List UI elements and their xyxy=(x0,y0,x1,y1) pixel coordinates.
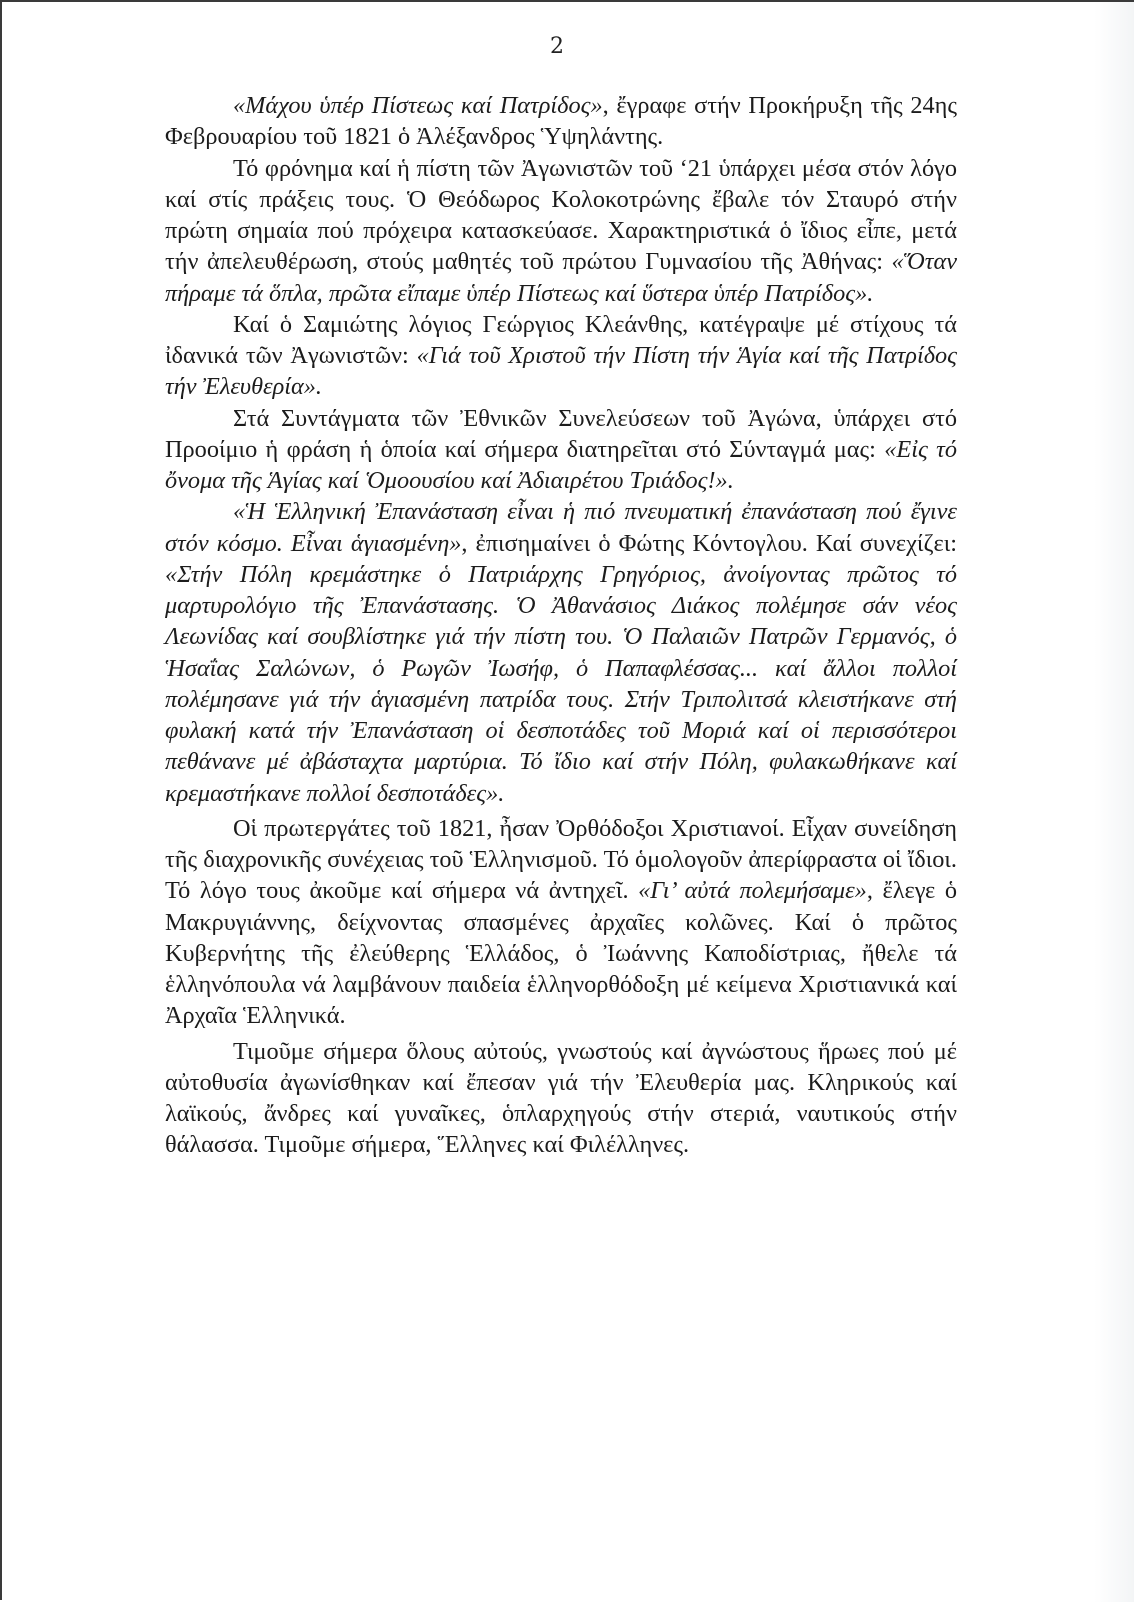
text-segment: Οἱ πρωτεργάτες τοῦ 1821, ἦσαν Ὀρθόδοξοι Χριστιανοί. Εἶχαν συνείδηση τῆς διαχρονικῆς συνέχειας τοῦ Ἑλληνισμοῦ. Τό ὁμολογοῦν ἀπερίφραστα οἱ ἴδιοι. Τό λόγο τους ἀκοῦμε καί σήμερα νά ἀντηχεῖ. xyxy=(165,814,957,905)
page-number: 2 xyxy=(550,34,564,59)
paragraph-kleanthis xyxy=(165,309,957,403)
quote-segment: «Στήν Πόλη κρεμάστηκε ὁ Πατριάρχης Γρηγόριος, ἀνοίγοντας πρῶτος τό μαρτυρολόγιο τῆς Ἐπανάστασης. Ὁ Ἀθανάσιος Διάκος πολέμησε σάν νέος Λεωνίδας καί σουβλίστηκε γιά τήν πίστη του. Ὁ Παλαιῶν Πατρῶν Γερμανός, ὁ Ἡσαΐας Σαλώνων, ὁ Ρωγῶν Ἰωσήφ, ὁ Παπαφλέσσας... καί ἄλλοι πολλοί πολέμησανε γιά τήν ἁγιασμένη πατρίδα τους. Στήν Τριπολιτσά κλειστήκανε στή φυλακή κατά τήν Ἐπανάσταση οἱ δεσποτάδες τοῦ Μοριά καί οἱ περισσότεροι πεθάνανε μέ ἀβάσταχτα μαρτύρια. Τό ἴδιο καί στήν Πόλη, φυλακωθήκανε καί κρεμαστήκανε πολλοί δεσποτάδες». xyxy=(165,560,957,807)
paragraph-ypsilantis-proclamation xyxy=(165,90,957,153)
quote-segment: «Εἰς τό ὄνομα τῆς Ἁγίας καί Ὁμοουσίου καί Ἀδιαιρέτου Τριάδος!». xyxy=(165,435,957,494)
quote-segment: «Γι’ αὐτά πολεμήσαμε» xyxy=(638,877,867,905)
quote-segment: «Μάχου ὑπέρ Πίστεως καί Πατρίδος» xyxy=(233,92,603,119)
text-segment: , ἐπισημαίνει ὁ Φώτης Κόντογλου. Καί συνεχίζει: xyxy=(461,529,957,557)
text-segment: Καί ὁ Σαμιώτης λόγιος Γεώργιος Κλεάνθης, κατέγραψε μέ στίχους τά ἰδανικά τῶν Ἀγωνιστῶν: xyxy=(165,310,957,369)
text-segment: , ἔγραφε στήν Προκήρυξη τῆς 24ης Φεβρουαρίου τοῦ 1821 ὁ Ἀλέξανδρος Ὑψηλάντης. xyxy=(165,92,957,151)
text-segment: Τό φρόνημα καί ἡ πίστη τῶν Ἀγωνιστῶν τοῦ ‘21 ὑπάρχει μέσα στόν λόγο καί στίς πράξεις τους. Ὁ Θεόδωρος Κολοκοτρώνης ἔβαλε τόν Σταυρό στήν πρώτη σημαία πού πρόχειρα κατασκεύασε. Χαρακτηριστικά ὁ ἴδιος εἶπε, μετά τήν ἀπελευθέρωση, στούς μαθητές τοῦ πρώτου Γυμνασίου τῆς Ἀθήνας: xyxy=(165,154,957,276)
quote-segment: «Γιά τοῦ Χριστοῦ τήν Πίστη τήν Ἁγία καί τῆς Πατρίδος τήν Ἐλευθερία». xyxy=(165,342,958,401)
paragraph-protagonists xyxy=(165,813,957,1032)
text-segment: , ἔλεγε ὁ Μακρυγιάννης, δείχνοντας σπασμένες ἀρχαῖες κολῶνες. Καί ὁ πρῶτος Κυβερνήτης τῆς ἐλεύθερης Ἑλλάδος, ὁ Ἰωάννης Καποδίστριας, ἤθελε τά ἑλληνόπουλα νά λαμβάνουν παιδεία ἑλληνορθόδοξη μέ κείμενα Χριστιανικά καί Ἀρχαῖα Ἑλληνικά. xyxy=(165,877,957,1030)
document-body xyxy=(165,90,957,1161)
quote-segment: «Ἡ Ἑλληνική Ἐπανάσταση εἶναι ἡ πιό πνευματική ἐπανάσταση πού ἔγινε στόν κόσμο. Εἶναι ἁγιασμένη» xyxy=(165,498,957,557)
paragraph-constitutions xyxy=(165,403,957,497)
paragraph-honor-heroes xyxy=(165,1036,957,1161)
paragraph-kontoglou xyxy=(165,496,957,809)
text-segment: Στά Συντάγματα τῶν Ἐθνικῶν Συνελεύσεων τοῦ Ἀγώνα, ὑπάρχει στό Προοίμιο ἡ φράση ἡ ὁποία καί σήμερα διατηρεῖται στό Σύνταγμά μας: xyxy=(165,404,957,463)
paragraph-kolokotronis xyxy=(165,153,957,309)
scan-shading xyxy=(1094,2,1134,1602)
text-segment: Τιμοῦμε σήμερα ὅλους αὐτούς, γνωστούς καί ἀγνώστους ἥρωες πού μέ αὐτοθυσία ἀγωνίσθηκαν καί ἔπεσαν γιά τήν Ἐλευθερία μας. Κληρικούς καί λαϊκούς, ἄνδρες καί γυναῖκες, ὁπλαρχηγούς στήν στεριά, ναυτικούς στήν θάλασσα. Τιμοῦμε σήμερα, Ἕλληνες καί Φιλέλληνες. xyxy=(165,1037,957,1159)
quote-segment: «Ὅταν πήραμε τά ὅπλα, πρῶτα εἴπαμε ὑπέρ Πίστεως καί ὕστερα ὑπέρ Πατρίδος». xyxy=(165,248,957,307)
